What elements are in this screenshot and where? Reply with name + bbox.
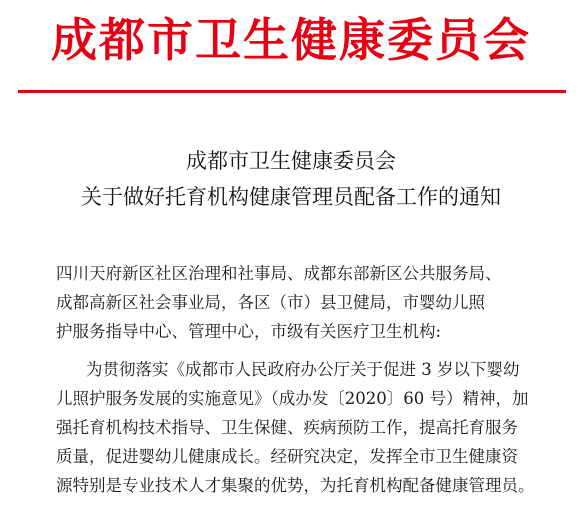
paragraph-line: 强托育机构技术指导、卫生保健、疾病预防工作，提高托育服务 — [56, 418, 518, 437]
paragraph-line: 质量，促进婴幼儿健康成长。经研究决定，发挥全市卫生健康资 — [56, 447, 518, 466]
recipients-line: 四川天府新区社区治理和社事局、成都东部新区公共服务局、 — [56, 264, 502, 283]
paragraph-line: 源特别是专业技术人才集聚的优势，为托育机构配备健康管理员。 — [56, 476, 535, 495]
recipients-line: 护服务指导中心、管理中心，市级有关医疗卫生机构: — [56, 322, 442, 341]
masthead-divider — [18, 90, 566, 93]
paragraph-line: 儿照护服务发展的实施意见》（成办发〔2020〕60 号）精神，加 — [56, 389, 529, 408]
notice-issuer-title: 成都市卫生健康委员会 — [186, 149, 396, 173]
recipients-line: 成都高新区社会事业局，各区（市）县卫健局，市婴幼儿照 — [56, 293, 485, 312]
masthead-title: 成都市卫生健康委员会 — [51, 13, 531, 67]
paragraph-line: 为贯彻落实《成都市人民政府办公厅关于促进 3 岁以下婴幼 — [86, 360, 520, 379]
notice-subject-title: 关于做好托育机构健康管理员配备工作的通知 — [81, 185, 501, 209]
